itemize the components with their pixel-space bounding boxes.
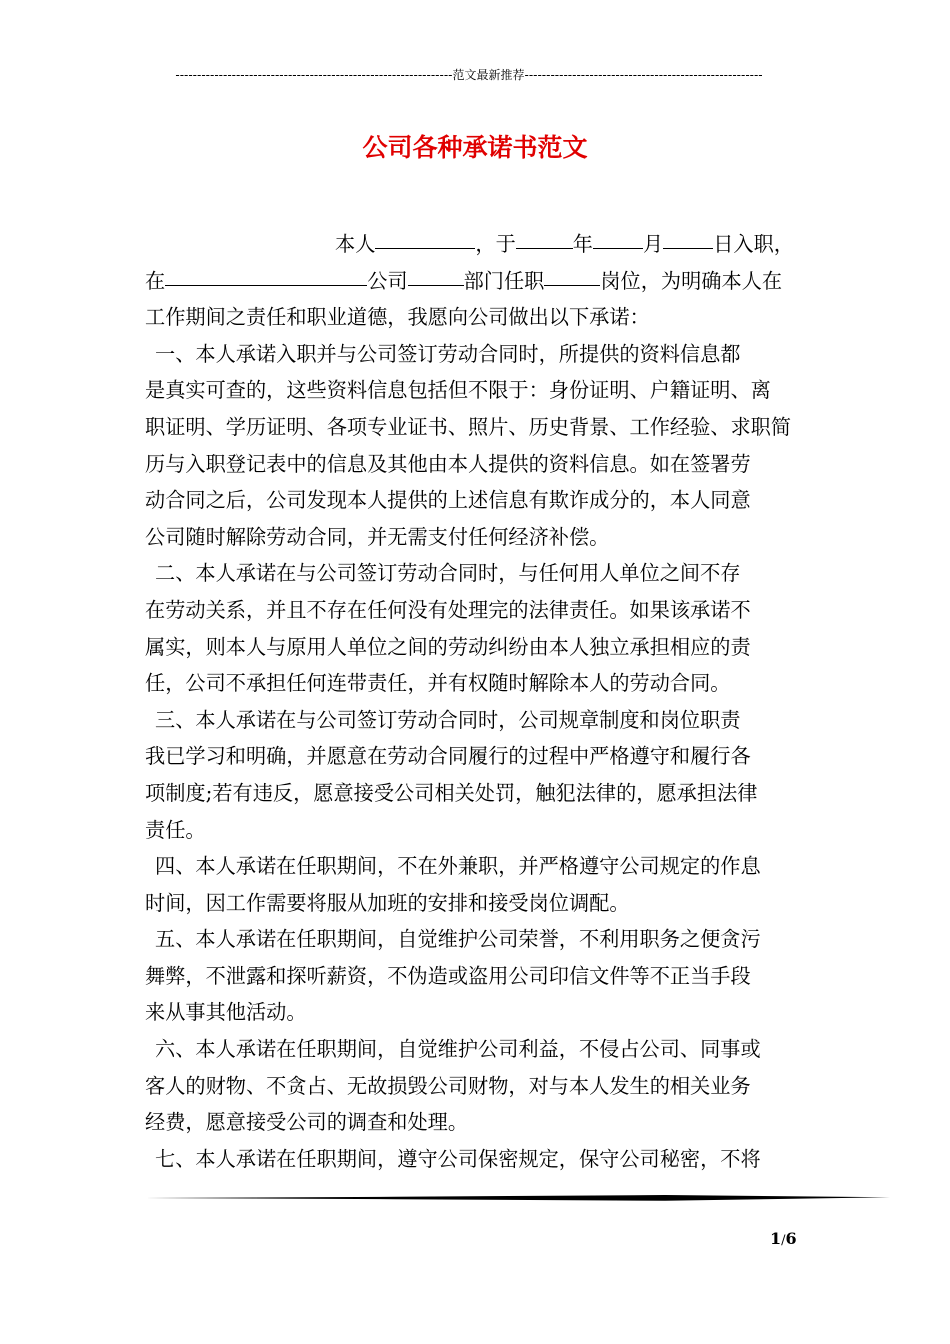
commitment-lines: [145, 336, 810, 1178]
page-total: 6: [785, 1229, 797, 1248]
intro-text: 部门任职: [463, 268, 545, 293]
page-separator: /: [781, 1233, 786, 1248]
intro-line-2: [145, 263, 810, 300]
body-line: 七、本人承诺在任职期间，遵守公司保密规定，保守公司秘密，不将: [155, 1146, 761, 1171]
body-line: 五、本人承诺在任职期间，自觉维护公司荣誉，不利用职务之便贪污: [155, 927, 761, 952]
body-line: 经费，愿意接受公司的调查和处理。: [145, 1110, 469, 1135]
intro-text: 本人: [335, 232, 376, 256]
intro-text: 日入职，: [713, 232, 794, 256]
footer-divider: [145, 1194, 890, 1202]
intro-text: 公司: [367, 268, 408, 293]
company-blank: [165, 284, 367, 286]
body-line: 属实，则本人与原用人单位之间的劳动纠纷由本人独立承担相应的责: [145, 634, 751, 659]
body-line: 客人的财物、不贪占、无故损毁公司财物，对与本人发生的相关业务: [145, 1073, 751, 1098]
body-line: 二、本人承诺在与公司签订劳动合同时，与任何用人单位之间不存: [155, 561, 741, 586]
header-text: ----------------------------------------------------------------范文最新推荐-------------------------------------------------------: [175, 68, 763, 82]
body-line: 项制度;若有违反，愿意接受公司相关处罚，触犯法律的，愿承担法律: [145, 780, 758, 805]
body-line: 职证明、学历证明、各项专业证书、照片、历史背景、工作经验、求职简: [145, 414, 792, 439]
intro-text: 岗位，为明确本人在: [600, 268, 783, 293]
intro-text: 在: [145, 268, 166, 293]
body-line: 舞弊，不泄露和探听薪资，不伪造或盗用公司印信文件等不正当手段: [145, 963, 751, 988]
year-blank: [516, 247, 573, 249]
day-blank: [663, 247, 713, 249]
body-line: 来从事其他活动。: [145, 1000, 307, 1025]
body-line: 我已学习和明确，并愿意在劳动合同履行的过程中严格遵守和履行各: [145, 744, 751, 769]
page-current: 1: [770, 1229, 782, 1248]
intro-text: ，于: [475, 232, 516, 256]
body-line: 六、本人承诺在任职期间，自觉维护公司利益，不侵占公司、同事或: [155, 1037, 761, 1062]
body-line: 在劳动关系，并且不存在任何没有处理完的法律责任。如果该承诺不: [145, 597, 751, 622]
body-line: 一、本人承诺入职并与公司签订劳动合同时，所提供的资料信息都: [155, 341, 741, 366]
document-title: 公司各种承诺书范文: [362, 133, 588, 162]
position-blank: [544, 284, 600, 286]
body-line: 历与入职登记表中的信息及其他由本人提供的资料信息。如在签署劳: [145, 451, 751, 476]
body-line: 动合同之后，公司发现本人提供的上述信息有欺诈成分的，本人同意: [145, 488, 751, 513]
department-blank: [408, 284, 464, 286]
body-line: 四、本人承诺在任职期间，不在外兼职，并严格遵守公司规定的作息: [155, 854, 761, 879]
intro-line-1: [145, 226, 810, 263]
intro-line-3: 工作期间之责任和职业道德，我愿向公司做出以下承诺：: [145, 305, 650, 330]
intro-text: 月: [642, 232, 664, 256]
page-header: [144, 67, 794, 83]
body-line: 责任。: [145, 817, 206, 842]
page-number: [770, 1228, 810, 1252]
body-line: 是真实可查的，这些资料信息包括但不限于：身份证明、户籍证明、离: [145, 378, 771, 403]
intro-text: 年: [572, 232, 593, 256]
body-line: 公司随时解除劳动合同，并无需支付任何经济补偿。: [145, 524, 610, 549]
body-line: 时间，因工作需要将服从加班的安排和接受岗位调配。: [145, 890, 630, 915]
document-body: [145, 226, 810, 1177]
body-line: 三、本人承诺在与公司签订劳动合同时，公司规章制度和岗位职责: [155, 707, 741, 732]
body-line: 任，公司不承担任何连带责任，并有权随时解除本人的劳动合同。: [145, 671, 731, 696]
month-blank: [593, 247, 643, 249]
name-blank: [375, 247, 475, 249]
